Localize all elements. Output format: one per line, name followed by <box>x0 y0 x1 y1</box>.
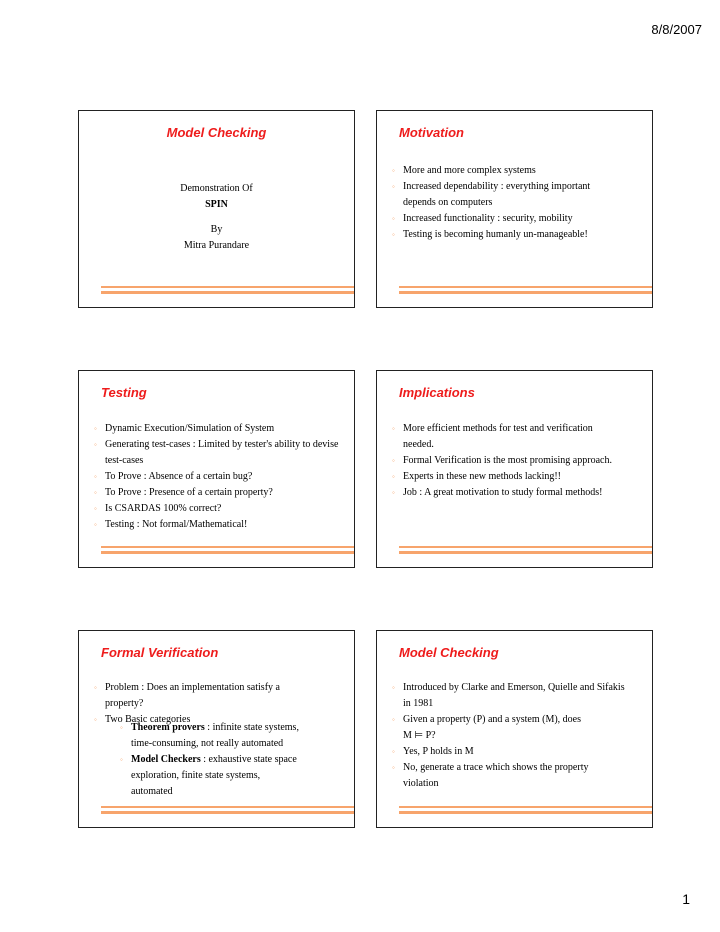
page-date: 8/8/2007 <box>651 22 702 37</box>
bullet-item: ◦ Formal Verification is the most promising approach. <box>391 453 646 469</box>
bullet-item: ◦ Yes, P holds in M <box>391 744 646 760</box>
slide-title: Model Checking <box>166 125 267 140</box>
slide-decoration <box>101 286 354 294</box>
bullet-item: ◦ Testing : Not formal/Mathematical! <box>93 517 348 533</box>
slide-model-checking <box>376 630 653 828</box>
cover-name: SPIN <box>205 199 228 210</box>
slide-title: Formal Verification <box>101 645 219 660</box>
sub-bullet-term: Theorem provers <box>131 722 205 733</box>
bullet-item: ◦ Generating test-cases : Limited by tester's ability to devise test-cases <box>93 437 348 469</box>
slide-decoration <box>399 286 652 294</box>
slide-motivation <box>376 110 653 308</box>
bullet-list <box>93 421 348 533</box>
bullet-item: ◦ Experts in these new methods lacking!! <box>391 469 646 485</box>
bullet-list <box>391 163 646 243</box>
bullet-item: ◦ Two Basic categories <box>93 712 348 728</box>
bullet-item: ◦ Increased functionality : security, mobility <box>391 211 646 227</box>
sub-bullet-list <box>119 720 304 800</box>
sub-bullet-desc: : exhaustive state space exploration, finite state systems, automated <box>131 754 297 797</box>
slide-decoration <box>399 806 652 814</box>
slide-implications <box>376 370 653 568</box>
slide-title: Implications <box>399 385 475 400</box>
sub-bullet-item <box>119 752 304 800</box>
bullet-list <box>391 680 646 792</box>
sub-bullet-term: Model Checkers <box>131 754 201 765</box>
cover-author: Mitra Purandare <box>183 240 250 251</box>
bullet-item: ◦ More and more complex systems <box>391 163 646 179</box>
bullet-item: ◦ To Prove : Absence of a certain bug? <box>93 469 348 485</box>
bullet-item: ◦ Job : A great motivation to study formal methods! <box>391 485 646 501</box>
bullet-item: ◦ Dynamic Execution/Simulation of System <box>93 421 348 437</box>
bullet-item: ◦ More efficient methods for test and verification needed. <box>391 421 646 453</box>
bullet-item: ◦ Increased dependability : everything important depends on computers <box>391 179 646 211</box>
slide-testing <box>78 370 355 568</box>
slide-title: Motivation <box>399 125 464 140</box>
bullet-item: ◦ To Prove : Presence of a certain property? <box>93 485 348 501</box>
bullet-item: ◦ Introduced by Clarke and Emerson, Quielle and Sifakis in 1981 <box>391 680 646 712</box>
slide-decoration <box>399 546 652 554</box>
bullet-item: ◦ No, generate a trace which shows the property violation <box>391 760 646 792</box>
slide-model-checking-cover <box>78 110 355 308</box>
bullet-item: ◦ Is CSARDAS 100% correct? <box>93 501 348 517</box>
bullet-list <box>391 421 646 501</box>
slide-decoration <box>101 546 354 554</box>
sub-bullet-item <box>119 720 304 752</box>
slide-title: Model Checking <box>399 645 499 660</box>
slide-formal-verification <box>78 630 355 828</box>
slide-decoration <box>101 806 354 814</box>
cover-subtitle: Demonstration Of <box>180 183 253 194</box>
page-number: 1 <box>682 891 690 907</box>
bullet-item: ◦ Testing is becoming humanly un-manageable! <box>391 227 646 243</box>
cover-by: By <box>210 224 223 235</box>
sub-bullet-desc: : infinite state systems, time-consuming, not really automated <box>131 722 299 749</box>
bullet-item: ◦ Problem : Does an implementation satisfy a property? <box>93 680 348 712</box>
slide-title: Testing <box>101 385 147 400</box>
cover-text <box>79 181 354 254</box>
bullet-item: ◦ Given a property (P) and a system (M), does M ⊨ P? <box>391 712 646 744</box>
